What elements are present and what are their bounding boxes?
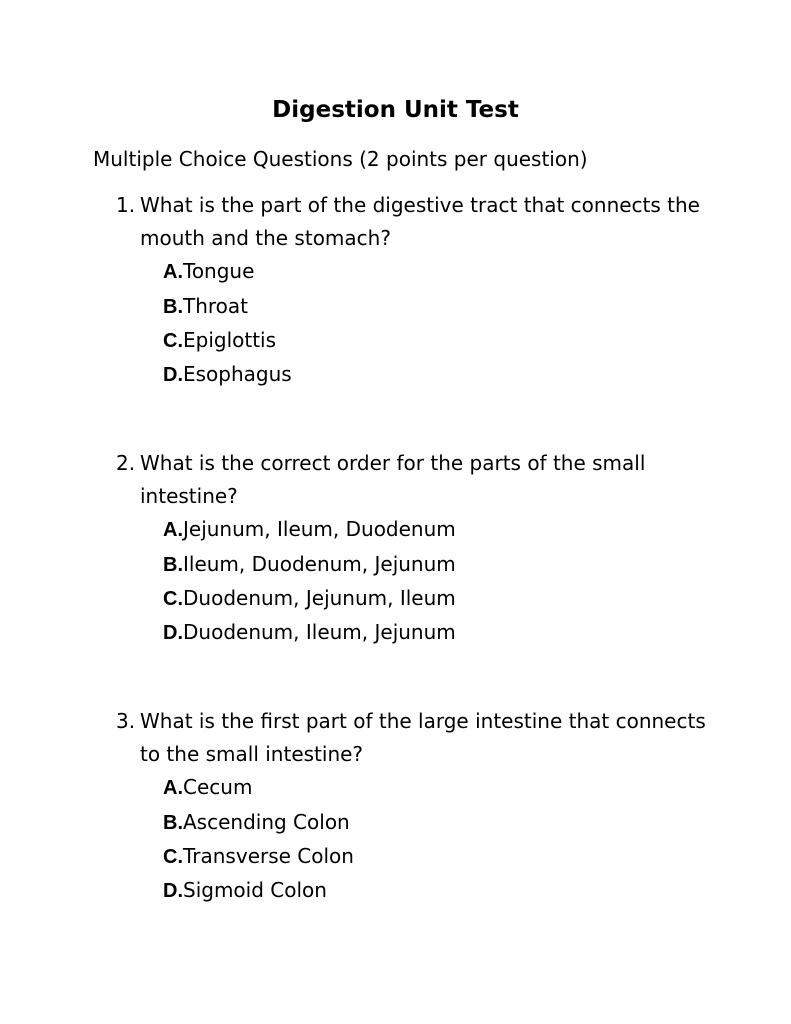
- question-text: What is the first part of the large intestine that connects to the small intestine?: [140, 709, 706, 767]
- question-text: What is the correct order for the parts of the small intestine?: [140, 451, 646, 509]
- choice-c: [163, 840, 716, 874]
- choice-text: Ascending Colon: [183, 809, 350, 834]
- choice-c: [163, 324, 716, 358]
- question-1: [116, 189, 716, 392]
- question-number: 1.: [116, 193, 136, 217]
- choice-letter: D.: [163, 880, 183, 903]
- choice-a: [163, 771, 716, 805]
- choice-text: Sigmoid Colon: [183, 878, 327, 903]
- choice-c: [163, 582, 716, 616]
- choice-letter: A.: [163, 261, 183, 284]
- choice-b: [163, 290, 716, 324]
- choice-text: Epiglottis: [183, 327, 277, 352]
- choice-d: [163, 874, 716, 908]
- page-title: Digestion Unit Test: [272, 97, 519, 123]
- choice-letter: C.: [163, 329, 183, 352]
- choice-text: Cecum: [183, 775, 253, 800]
- question-number: 2.: [116, 451, 136, 475]
- choice-b: [163, 806, 716, 840]
- choice-text: Throat: [183, 293, 249, 318]
- answer-choices: [116, 771, 716, 908]
- answer-choices: [116, 513, 716, 650]
- choice-letter: D.: [163, 364, 183, 387]
- choice-text: Jejunum, Ileum, Duodenum: [183, 517, 456, 542]
- choice-letter: B.: [163, 553, 183, 576]
- section-instructions: Multiple Choice Questions (2 points per question): [93, 147, 588, 171]
- choice-a: [163, 255, 716, 289]
- question-text: What is the part of the digestive tract that connects the mouth and the stomach?: [140, 193, 700, 251]
- question-1-stem: [116, 189, 716, 255]
- choice-letter: B.: [163, 295, 183, 318]
- choice-letter: A.: [163, 519, 183, 542]
- choice-d: [163, 358, 716, 392]
- choice-letter: A.: [163, 777, 183, 800]
- question-number: 3.: [116, 709, 136, 733]
- choice-text: Transverse Colon: [183, 843, 354, 868]
- choice-text: Duodenum, Ileum, Jejunum: [183, 620, 456, 645]
- choice-text: Esophagus: [183, 362, 292, 387]
- question-2-stem: [116, 447, 716, 513]
- choice-b: [163, 548, 716, 582]
- choice-letter: C.: [163, 845, 183, 868]
- choice-a: [163, 513, 716, 547]
- choice-letter: B.: [163, 811, 183, 834]
- answer-choices: [116, 255, 716, 392]
- choice-letter: D.: [163, 622, 183, 645]
- choice-text: Duodenum, Jejunum, Ileum: [183, 585, 456, 610]
- choice-letter: C.: [163, 587, 183, 610]
- choice-text: Tongue: [183, 259, 255, 284]
- question-3: [116, 705, 716, 908]
- choice-d: [163, 616, 716, 650]
- question-3-stem: [116, 705, 716, 771]
- choice-text: Ileum, Duodenum, Jejunum: [183, 551, 456, 576]
- question-2: [116, 447, 716, 650]
